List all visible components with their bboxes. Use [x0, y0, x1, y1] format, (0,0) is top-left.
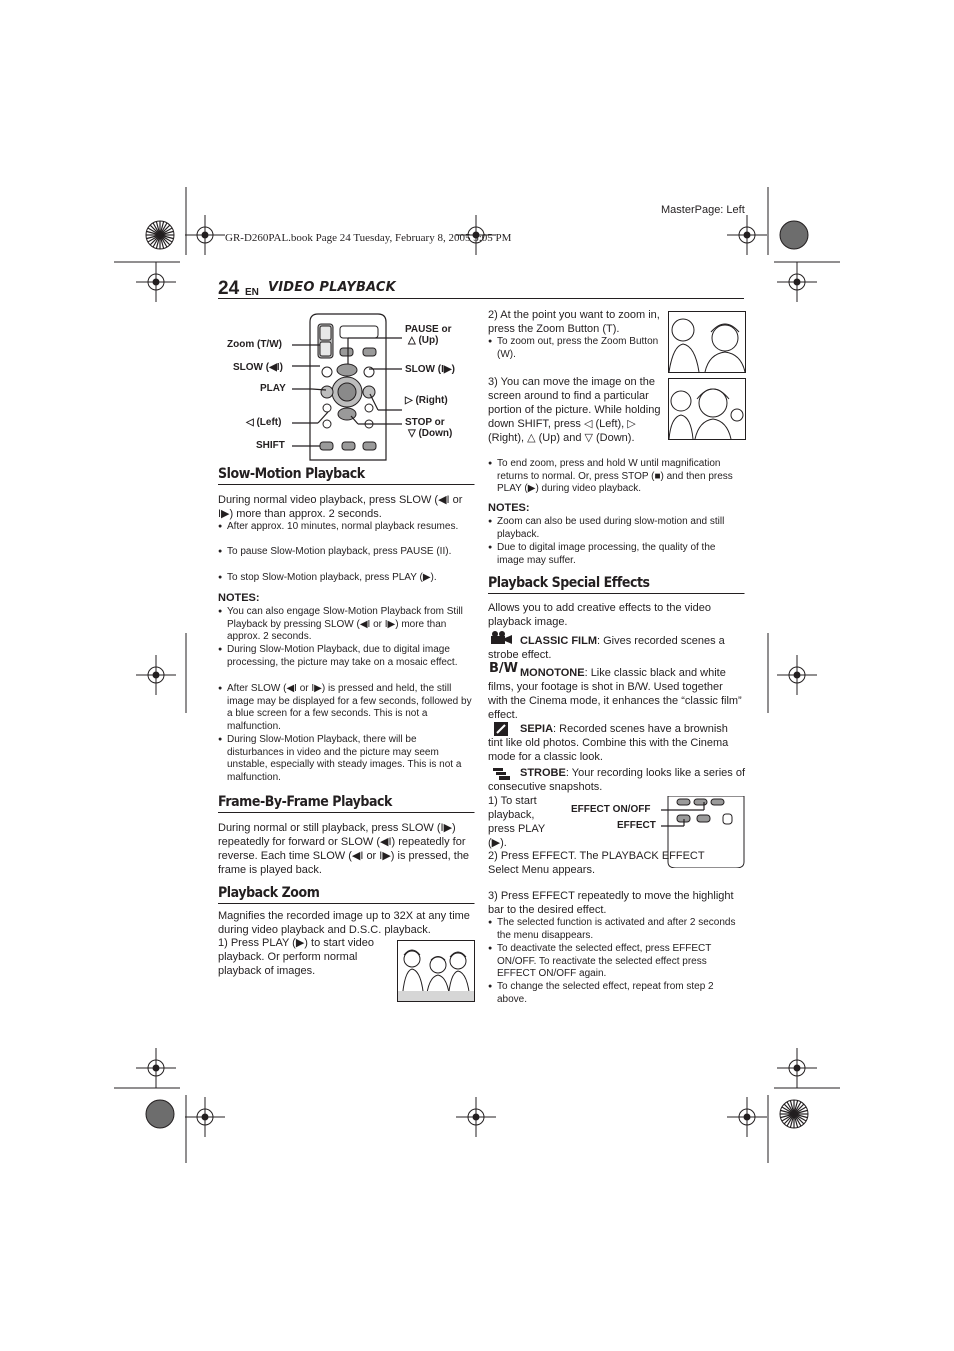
effect-name: STROBE	[520, 767, 566, 779]
page-number: 24	[218, 278, 240, 299]
playback-zoom-step1: 1) Press PLAY (▶) to start video playback. Or perform normal playback of images.	[218, 937, 374, 977]
left-label: ◁ (Left)	[246, 417, 282, 428]
special-effects-intro: Allows you to add creative effects to the video playback image.	[488, 602, 711, 628]
slow-motion-note: ● During Slow-Motion Playback, there will be disturbances in video and the picture may seem unstable, especially with steady images. This is not a malfunction.	[218, 734, 475, 784]
closeup-illustration	[669, 312, 745, 372]
effect-strobe	[488, 766, 745, 794]
playback-zoom-step2-bullet: ● To zoom out, press the Zoom Button (W).	[488, 336, 664, 361]
special-effects-step3: 3) Press EFFECT repeatedly to move the highlight bar to the desired effect.	[488, 890, 734, 916]
slow-motion-bullet: ● After approx. 10 minutes, normal playback resumes.	[218, 521, 475, 534]
slow-motion-heading: Slow-Motion Playback	[218, 466, 475, 485]
right-label: ▷ (Right)	[405, 395, 448, 406]
special-effects-heading: Playback Special Effects	[488, 575, 745, 594]
effect-monotone	[488, 666, 745, 722]
up-label: △ (Up)	[408, 335, 439, 346]
effect-desc: : Like classic black and white films, your footage is shot in B/W. Used together with the Cinema mode, it enhances the “classic film” effect.	[488, 667, 742, 721]
effect-onoff-label: EFFECT ON/OFF	[571, 804, 651, 815]
slow-motion-bullet: ● To stop Slow-Motion playback, press PLAY (▶).	[218, 572, 475, 585]
master-page-label: MasterPage: Left	[661, 204, 745, 216]
slow-right-label: SLOW (I▶)	[405, 364, 455, 375]
slow-motion-notes-label: NOTES:	[218, 592, 260, 604]
page-language: EN	[245, 287, 259, 298]
slow-motion-note: ● During Slow-Motion Playback, due to digital image processing, the picture may take on a mosaic effect.	[218, 644, 475, 669]
effect-desc: : Gives recorded scenes a strobe effect.	[488, 635, 725, 661]
effect-name: CLASSIC FILM	[520, 635, 597, 647]
closeup-illustration	[669, 379, 745, 439]
slow-left-label: SLOW (◀I)	[233, 362, 283, 373]
section-title: VIDEO PLAYBACK	[268, 280, 396, 295]
playback-zoom-notes-label: NOTES:	[488, 502, 530, 514]
effect-sepia	[488, 722, 745, 764]
zoom-picture-family	[397, 940, 475, 1002]
special-effects-bullet: ● The selected function is activated and after 2 seconds the menu disappears.	[488, 917, 745, 942]
zoom-picture-closeup-2	[668, 378, 746, 440]
slow-motion-bullet: ● To pause Slow-Motion playback, press PAUSE (II).	[218, 546, 475, 559]
special-effects-bullet: ● To change the selected effect, repeat from step 2 above.	[488, 981, 745, 1006]
effect-name: SEPIA	[520, 723, 554, 735]
play-label: PLAY	[260, 383, 286, 394]
frame-by-frame-text: During normal or still playback, press SLOW (I▶) repeatedly for forward or SLOW (◀I) repeatedly for reverse. Each time SLOW (◀I or I▶) is pressed, the frame is played back.	[218, 822, 470, 876]
slow-motion-note: ● After SLOW (◀I or I▶) is pressed and held, the still image may be displayed for a few seconds, followed by a blue screen for a few seconds. This is not a malfunction.	[218, 683, 475, 733]
family-illustration	[398, 941, 474, 1001]
effect-classic-film	[488, 634, 745, 662]
slow-motion-intro: During normal video playback, press SLOW (◀I or I▶) more than approx. 2 seconds.	[218, 494, 463, 520]
down-label: ▽ (Down)	[408, 428, 453, 439]
slow-motion-note: ● You can also engage Slow-Motion Playback from Still Playback by pressing SLOW (◀I or I▶) more than approx. 2 seconds.	[218, 606, 475, 644]
playback-zoom-note: ● Zoom can also be used during slow-motion and still playback.	[488, 516, 745, 541]
left-column	[218, 312, 475, 1012]
effect-desc: : Recorded scenes have a brownish tint like old photos. Combine this with the Cinema mode for a classic look.	[488, 723, 729, 763]
playback-zoom-note: ● Due to digital image processing, the quality of the image may suffer.	[488, 542, 745, 567]
page-header	[218, 280, 744, 299]
playback-zoom-step2: 2) At the point you want to zoom in, press the Zoom Button (T).	[488, 309, 660, 335]
bw-icon: B/W	[489, 661, 518, 676]
zoom-label: Zoom (T/W)	[227, 339, 282, 350]
playback-zoom-step3: 3) You can move the image on the screen around to find a particular portion of the picture. While holding down SHIFT, press ◁ (Left), ▷ (Right), △ (Up) and ▽ (Down).	[488, 376, 661, 444]
effect-name: MONOTONE	[520, 667, 585, 679]
shift-label: SHIFT	[256, 440, 285, 451]
playback-zoom-intro: Magnifies the recorded image up to 32X at any time during video playback and D.S.C. playback.	[218, 910, 470, 936]
stop-label: STOP or	[405, 417, 445, 428]
book-info: GR-D260PAL.book Page 24 Tuesday, February 8, 2005 3:05 PM	[225, 232, 512, 244]
playback-zoom-heading: Playback Zoom	[218, 885, 475, 904]
pause-label: PAUSE or	[405, 324, 452, 335]
effect-label: EFFECT	[617, 820, 656, 831]
remote-control-illustration	[218, 312, 475, 462]
playback-zoom-step3-bullet: ● To end zoom, press and hold W until magnification returns to normal. Or, press STOP (■) and then press PLAY (▶) during video playback.	[488, 458, 745, 496]
zoom-picture-closeup-1	[668, 311, 746, 373]
special-effects-step1: 1) To start playback, press PLAY (▶).	[488, 795, 546, 849]
frame-by-frame-heading: Frame-By-Frame Playback	[218, 794, 475, 813]
right-column	[488, 306, 745, 1006]
special-effects-bullet: ● To deactivate the selected effect, press EFFECT ON/OFF. To reactivate the selected effect press EFFECT ON/OFF again.	[488, 943, 745, 981]
effect-desc: : Your recording looks like a series of consecutive snapshots.	[488, 767, 745, 793]
special-effects-step2: 2) Press EFFECT. The PLAYBACK EFFECT Select Menu appears.	[488, 850, 705, 876]
